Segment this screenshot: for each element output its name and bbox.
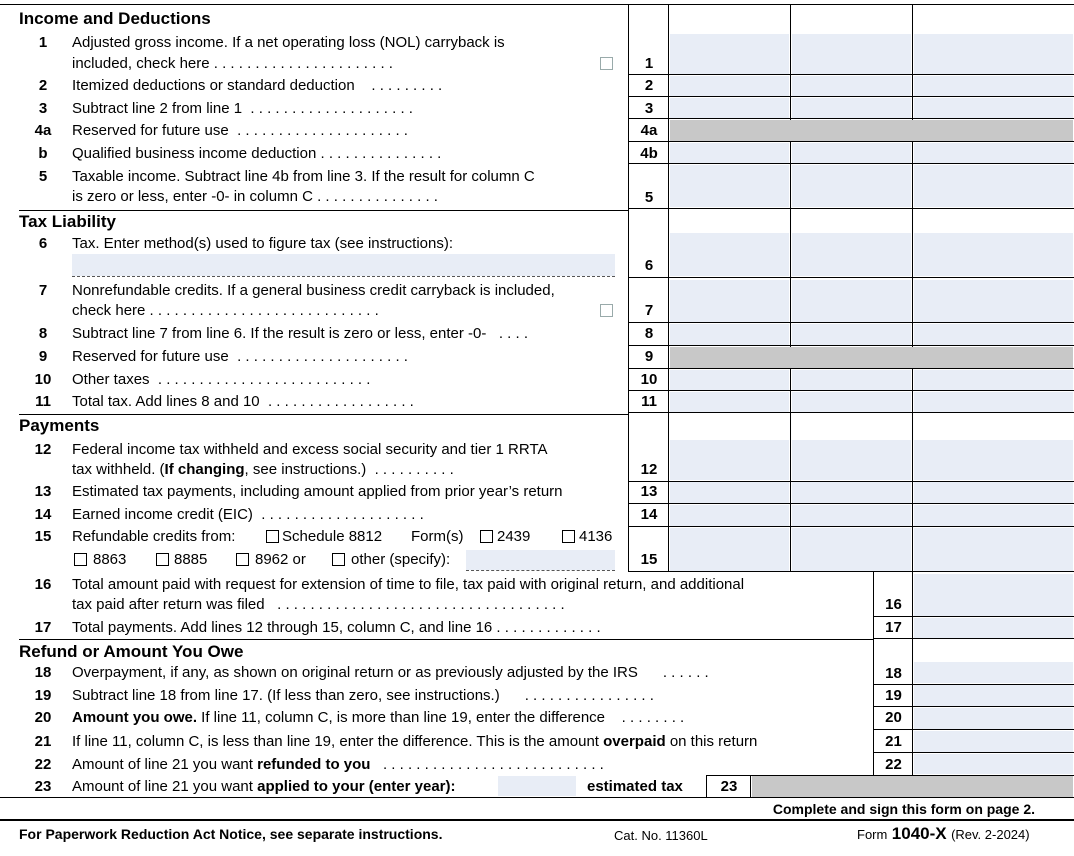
line-number: 4a <box>34 122 52 139</box>
amount-field[interactable] <box>670 370 789 390</box>
row-rule <box>706 775 1074 776</box>
footer-rule <box>0 819 1074 821</box>
line-box-number: 12 <box>640 461 658 478</box>
amount-field[interactable] <box>914 280 1073 322</box>
amount-field[interactable] <box>792 482 911 503</box>
row-rule <box>873 729 1074 730</box>
amount-field[interactable] <box>914 143 1073 163</box>
col-divider <box>873 572 874 775</box>
amount-field[interactable] <box>792 370 911 390</box>
form-2439-checkbox[interactable] <box>480 530 493 543</box>
line-box-number: 5 <box>644 189 654 206</box>
line-text: Subtract line 7 from line 6. If the result is zero or less, enter -0- . . . . <box>72 325 529 342</box>
line-text: included, check here . . . . . . . . . . . . . . . . . . . . . . <box>72 55 393 72</box>
amount-field[interactable] <box>670 34 789 74</box>
line-box-number: 16 <box>885 596 902 613</box>
nol-checkbox[interactable] <box>600 57 613 70</box>
section-rule <box>19 414 628 415</box>
reserved-shade <box>670 120 1073 141</box>
amount-field[interactable] <box>792 280 911 322</box>
line-number: 19 <box>34 687 52 704</box>
amount-field[interactable] <box>914 505 1073 526</box>
amount-field[interactable] <box>670 98 789 118</box>
section-rule <box>0 797 1074 798</box>
line-box-number: 2 <box>644 77 654 94</box>
line-box-number: 23 <box>720 778 738 795</box>
line-number: 1 <box>38 34 48 51</box>
row-rule <box>873 616 1074 617</box>
amount-field[interactable] <box>914 528 1073 571</box>
form-8863-checkbox[interactable] <box>74 553 87 566</box>
amount-field[interactable] <box>914 324 1073 345</box>
line-text: Other taxes . . . . . . . . . . . . . . . . . . . . . . . . . . <box>72 371 371 388</box>
amount-field[interactable] <box>914 662 1073 683</box>
amount-field[interactable] <box>792 324 911 345</box>
line-text: Subtract line 2 from line 1 . . . . . . . . . . . . . . . . . . . . <box>72 100 413 117</box>
line-box-number: 4b <box>640 145 658 162</box>
line-text: Earned income credit (EIC) . . . . . . . . . . . . . . . . . . . . <box>72 506 424 523</box>
section-heading: Tax Liability <box>19 212 116 231</box>
row-rule <box>628 481 1074 482</box>
amount-field[interactable] <box>914 754 1073 774</box>
amount-field[interactable] <box>914 98 1073 118</box>
amount-field[interactable] <box>914 482 1073 503</box>
line-box-number: 21 <box>885 733 902 750</box>
col-divider <box>750 775 751 797</box>
amount-field[interactable] <box>792 98 911 118</box>
line-box-number: 10 <box>640 371 658 388</box>
form-8962-checkbox[interactable] <box>236 553 249 566</box>
line-text: Adjusted gross income. If a net operating loss (NOL) carryback is <box>72 34 505 51</box>
row-rule <box>873 752 1074 753</box>
amount-field[interactable] <box>670 440 789 480</box>
line-text: Estimated tax payments, including amount applied from prior year’s return <box>72 483 563 500</box>
amount-field[interactable] <box>670 233 789 276</box>
amount-field[interactable] <box>670 280 789 322</box>
line-text: Total tax. Add lines 8 and 10 . . . . . . . . . . . . . . . . . . <box>72 393 414 410</box>
amount-field[interactable] <box>670 528 789 571</box>
amount-field[interactable] <box>914 34 1073 74</box>
line-text: Amount of line 21 you want applied to your (enter year): <box>72 778 456 795</box>
row-rule <box>628 141 1074 142</box>
line-text: Amount you owe. If line 11, column C, is more than line 19, enter the difference . . . . . . . . <box>72 709 685 726</box>
section-heading: Income and Deductions <box>19 9 211 28</box>
row-rule <box>628 571 1074 572</box>
paperwork-notice: For Paperwork Reduction Act Notice, see separate instructions. <box>19 826 443 842</box>
line-box-number: 11 <box>641 393 657 410</box>
option-label: Form(s) <box>411 528 464 545</box>
line-number: 2 <box>38 77 48 94</box>
line-box-number: 20 <box>885 709 902 726</box>
row-rule <box>873 684 1074 685</box>
row-rule <box>873 638 1074 639</box>
line-number: 12 <box>34 441 52 458</box>
schedule-8812-checkbox[interactable] <box>266 530 279 543</box>
line-box-number: 8 <box>644 325 654 342</box>
line-number: 20 <box>34 709 52 726</box>
line-text: Overpayment, if any, as shown on original return or as previously adjusted by the IRS . . . . . . <box>72 664 709 681</box>
reserved-shade <box>670 347 1073 368</box>
amount-field[interactable] <box>670 143 789 163</box>
line-text: tax withheld. (If changing, see instructions.) . . . . . . . . . . <box>72 461 454 478</box>
reserved-shade <box>752 776 1073 797</box>
year-input[interactable] <box>498 776 576 796</box>
line-box-number: 7 <box>644 302 654 319</box>
line-text: Amount of line 21 you want refunded to you . . . . . . . . . . . . . . . . . . . . . . . . . . . <box>72 756 604 773</box>
line-number: 17 <box>34 619 52 636</box>
amount-field[interactable] <box>670 482 789 503</box>
row-rule <box>628 277 1074 278</box>
col-divider <box>790 4 791 572</box>
line-text: check here . . . . . . . . . . . . . . . . . . . . . . . . . . . . <box>72 302 379 319</box>
line-text: Itemized deductions or standard deduction . . . . . . . . . <box>72 77 443 94</box>
line-text: Reserved for future use . . . . . . . . . . . . . . . . . . . . . <box>72 122 408 139</box>
line-text: Refundable credits from: <box>72 528 236 545</box>
amount-field[interactable] <box>914 233 1073 276</box>
option-label: 8885 <box>174 551 208 568</box>
amount-field[interactable] <box>792 440 911 480</box>
amount-field[interactable] <box>914 574 1073 616</box>
line-number: 22 <box>34 756 52 773</box>
other-specify-input[interactable] <box>466 550 615 570</box>
section-rule <box>19 210 628 211</box>
row-rule <box>628 526 1074 527</box>
line-box-number: 19 <box>885 687 902 704</box>
option-label: 8962 or <box>255 551 306 568</box>
line-number: 14 <box>34 506 52 523</box>
row-rule <box>628 390 1074 391</box>
amount-field[interactable] <box>792 528 911 571</box>
amount-field[interactable] <box>914 76 1073 96</box>
form-8885-checkbox[interactable] <box>156 553 169 566</box>
row-rule <box>873 706 1074 707</box>
amount-field[interactable] <box>670 165 789 207</box>
amount-field[interactable] <box>792 76 911 96</box>
row-rule <box>628 368 1074 369</box>
amount-field[interactable] <box>914 440 1073 480</box>
line-number: 15 <box>34 528 52 545</box>
line-number: 21 <box>34 733 52 750</box>
amount-field[interactable] <box>914 731 1073 752</box>
row-rule <box>628 74 1074 75</box>
amount-field[interactable] <box>792 34 911 74</box>
line-number: 8 <box>38 325 48 342</box>
amount-field[interactable] <box>670 324 789 345</box>
line-text: Nonrefundable credits. If a general business credit carryback is included, <box>72 282 555 299</box>
amount-field[interactable] <box>914 618 1073 638</box>
catalog-number: Cat. No. 11360L <box>614 828 708 843</box>
row-rule <box>628 345 1074 346</box>
row-rule <box>628 412 1074 413</box>
line-box-number: 22 <box>885 756 902 773</box>
option-label: 4136 <box>579 528 613 545</box>
section-heading: Payments <box>19 416 100 435</box>
amount-field[interactable] <box>914 685 1073 706</box>
line-text: Subtract line 18 from line 17. (If less than zero, see instructions.) . . . . . . . . . . . . . . . . <box>72 687 654 704</box>
row-rule <box>628 322 1074 323</box>
line-text: Tax. Enter method(s) used to figure tax (see instructions): <box>72 235 453 252</box>
line-text: Qualified business income deduction . . . . . . . . . . . . . . . <box>72 145 442 162</box>
row-rule <box>628 503 1074 504</box>
tax-method-input[interactable] <box>72 254 615 276</box>
line-number: b <box>38 145 48 162</box>
line-number: 5 <box>38 168 48 185</box>
line-text: tax paid after return was filed . . . . . . . . . . . . . . . . . . . . . . . . . . . . . . . . . . . <box>72 596 565 613</box>
section-rule <box>19 639 873 640</box>
line-text: estimated tax <box>587 778 683 795</box>
dashed-rule <box>466 570 615 571</box>
section-heading: Refund or Amount You Owe <box>19 642 244 661</box>
row-rule <box>628 163 1074 164</box>
line-text: Taxable income. Subtract line 4b from line 3. If the result for column C <box>72 168 535 185</box>
option-label: other (specify): <box>351 551 451 568</box>
line-box-number: 15 <box>640 551 658 568</box>
line-text: Federal income tax withheld and excess social security and tier 1 RRTA <box>72 441 548 458</box>
row-rule <box>628 208 1074 209</box>
line-box-number: 4a <box>640 122 658 139</box>
option-label: Schedule 8812 <box>282 528 383 545</box>
line-box-number: 13 <box>640 483 658 500</box>
option-label: 8863 <box>93 551 127 568</box>
amount-field[interactable] <box>670 392 789 412</box>
line-text: Total payments. Add lines 12 through 15, column C, and line 16 . . . . . . . . . . . . . <box>72 619 601 636</box>
col-divider <box>706 775 707 797</box>
line-box-number: 17 <box>885 619 902 636</box>
amount-field[interactable] <box>914 708 1073 729</box>
amount-field[interactable] <box>670 76 789 96</box>
line-box-number: 6 <box>644 257 654 274</box>
line-number: 11 <box>35 393 51 410</box>
line-number: 16 <box>34 576 52 593</box>
option-label: 2439 <box>497 528 531 545</box>
amount-field[interactable] <box>792 233 911 276</box>
line-text: Reserved for future use . . . . . . . . . . . . . . . . . . . . . <box>72 348 408 365</box>
line-box-number: 14 <box>640 506 658 523</box>
dashed-rule <box>72 276 615 277</box>
line-number: 23 <box>34 778 52 795</box>
col-divider <box>668 4 669 572</box>
other-checkbox[interactable] <box>332 553 345 566</box>
amount-field[interactable] <box>914 392 1073 412</box>
row-rule <box>628 96 1074 97</box>
amount-field[interactable] <box>914 165 1073 207</box>
amount-field[interactable] <box>792 505 911 526</box>
line-text: Total amount paid with request for extension of time to file, tax paid with original return, and additional <box>72 576 745 593</box>
gbc-carryback-checkbox[interactable] <box>600 304 613 317</box>
amount-field[interactable] <box>792 143 911 163</box>
line-box-number: 18 <box>885 665 902 682</box>
col-divider <box>628 4 629 572</box>
amount-field[interactable] <box>914 370 1073 390</box>
line-box-number: 1 <box>644 55 654 72</box>
complete-sign-note: Complete and sign this form on page 2. <box>772 801 1035 817</box>
line-number: 18 <box>34 664 52 681</box>
line-text: is zero or less, enter -0- in column C . . . . . . . . . . . . . . . <box>72 188 438 205</box>
form-id: Form 1040-X (Rev. 2-2024) <box>857 824 1030 843</box>
line-number: 13 <box>34 483 52 500</box>
amount-field[interactable] <box>670 505 789 526</box>
form-4136-checkbox[interactable] <box>562 530 575 543</box>
line-box-number: 3 <box>644 100 654 117</box>
amount-field[interactable] <box>792 165 911 207</box>
amount-field[interactable] <box>792 392 911 412</box>
line-number: 9 <box>38 348 48 365</box>
line-text: If line 11, column C, is less than line 19, enter the difference. This is the amount overpaid on this return <box>72 733 758 750</box>
line-box-number: 9 <box>644 348 654 365</box>
line-number: 7 <box>38 282 48 299</box>
line-number: 3 <box>38 100 48 117</box>
line-number: 10 <box>34 371 52 388</box>
line-number: 6 <box>38 235 48 252</box>
row-rule <box>628 118 1074 119</box>
